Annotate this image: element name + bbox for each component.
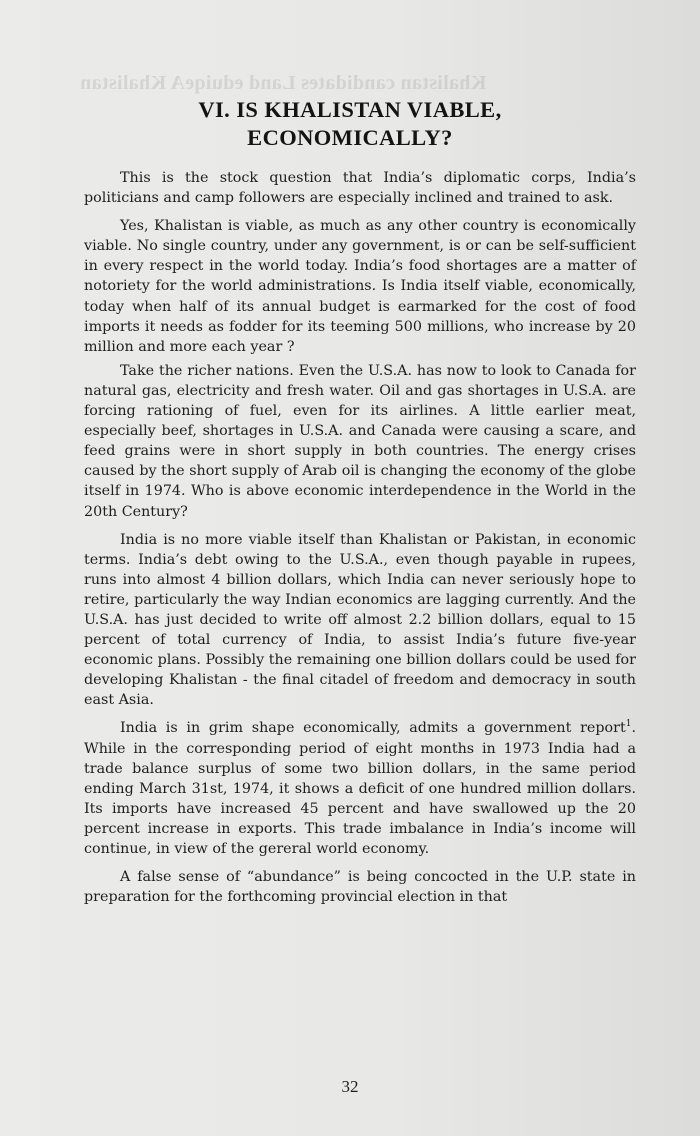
paragraph-5-text-b: . While in the corresponding period of eight months in 1973 India had a trade balance surplus of some two billion dollars, in the same period ending March 31st, 1974, it shows a deficit of one hundred million dollars. Its imports have increased 45 percent and have swallowed up the 20 percent increase in exports. This trade imbalance in India’s income will continue, in view of the gereral world economy.: [84, 720, 636, 857]
chapter-title: [0, 96, 700, 152]
paragraph-3: Take the richer nations. Even the U.S.A. has now to look to Canada for natural gas, electricity and fresh water. Oil and gas shortages in U.S.A. are forcing rationing of fuel, even for its airlines. A little earlier meat, especially beef, shortages in U.S.A. and Canada were causing a scare, and feed grains were in short supply in both countries. The energy crises caused by the short supply of Arab oil is changing the economy of the globe itself in 1974. Who is above economic interdependence in the World in the 20th Century?: [84, 362, 636, 520]
footnote-marker: 1: [625, 719, 632, 730]
chapter-body: [84, 168, 636, 915]
paragraph-2: Yes, Khalistan is viable, as much as any other country is economically viable. No single country, under any government, is or can be self-sufficient in every respect in the world today. India’s food shortages are a matter of notoriety for the world administrations. Is India itself viable, economically, today when half of its annual budget is earmarked for the cost of food imports it needs as fodder for its teeming 500 millions, who increase by 20 million and more each year ?: [84, 218, 636, 355]
chapter-title-line-1: VI. IS KHALISTAN VIABLE,: [198, 97, 502, 122]
page-number: 32: [341, 1077, 359, 1096]
paragraph-5-text-a: India is in grim shape economically, admits a government report: [120, 720, 626, 737]
paragraph-4: India is no more viable itself than Khalistan or Pakistan, in economic terms. India’s debt owing to the U.S.A., even though payable in rupees, runs into almost 4 billion dollars, which India can never seriously hope to retire, particularly the way Indian economics are lagging currently. And the U.S.A. has just decided to write off almost 2.2 billion dollars, equal to 15 percent of total currency of India, to assist India’s future five-year economic plans. Possibly the remaining one billion dollars could be used for developing Khalistan - the final citadel of freedom and democracy in south east Asia.: [84, 531, 636, 709]
paragraph-6: A false sense of “abundance” is being concocted in the U.P. state in preparation for the forthcoming provincial election in that: [84, 869, 636, 906]
paragraph-5: [84, 718, 636, 859]
paragraph-1: This is the stock question that India’s diplomatic corps, India’s politicians and camp followers are especially inclined and trained to ask.: [84, 170, 636, 207]
chapter-title-line-2: ECONOMICALLY?: [247, 125, 453, 150]
bleed-through-text: Khalistan candidates Land eduiqeA Khalistan: [80, 72, 487, 94]
